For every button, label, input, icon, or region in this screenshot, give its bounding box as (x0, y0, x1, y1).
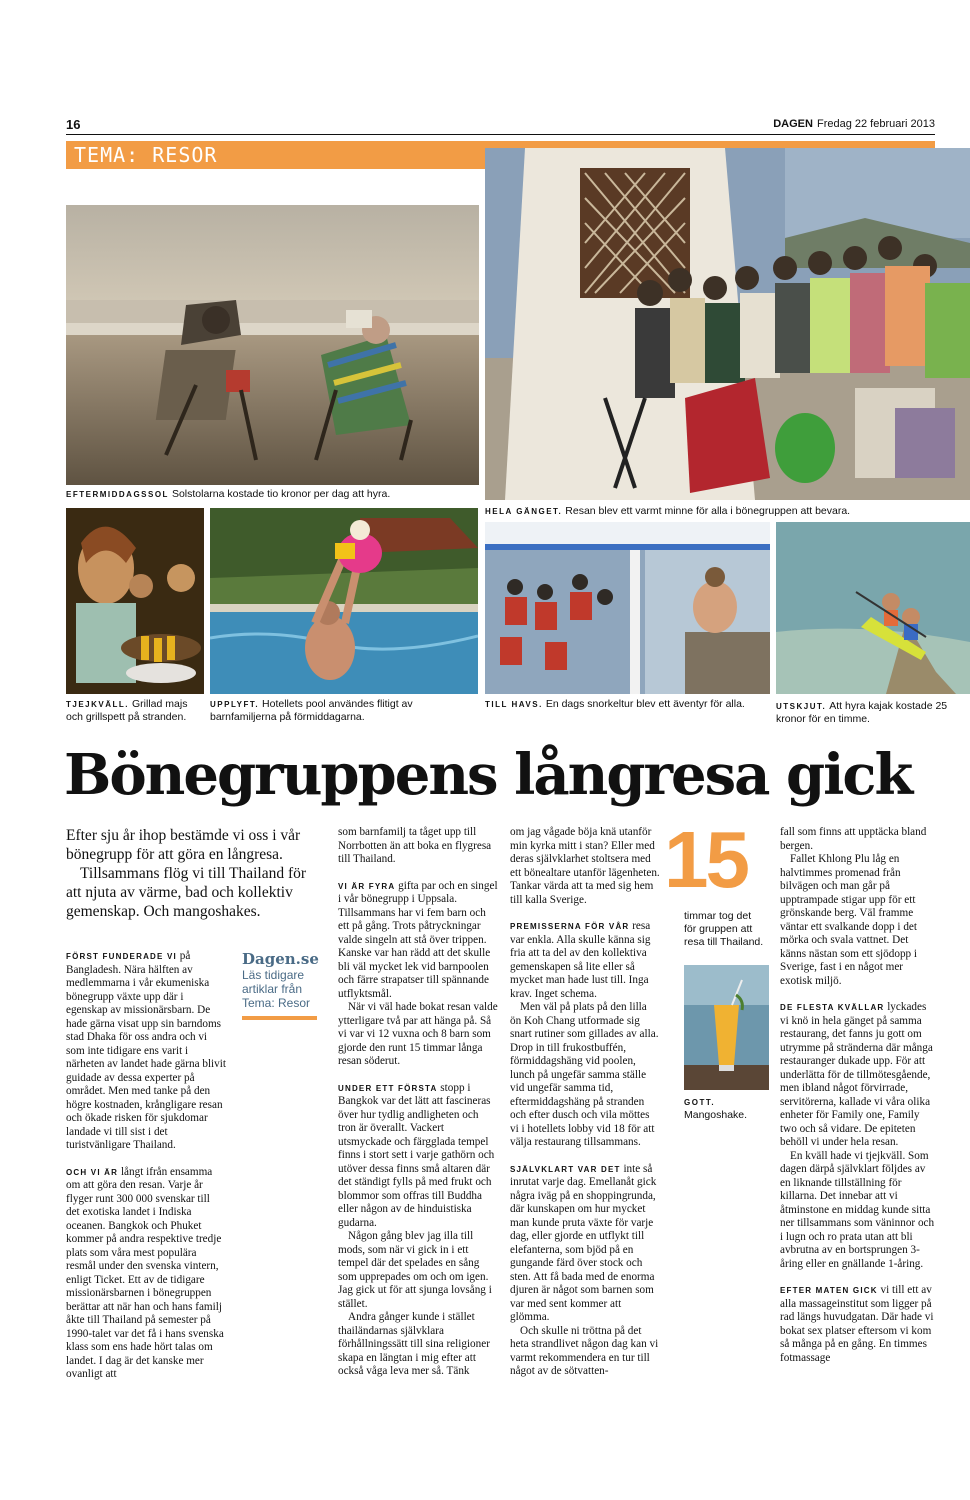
top-rule (66, 134, 935, 135)
promo-text: Läs tidigare artiklar från Tema: Resor (242, 968, 311, 1010)
paragraph-text: på Bangladesh. Nära hälften av medlemmarna i vår ekumeniska bönegrupp växte upp där i egenskap av missionärsbarn. De hade gärna visat upp sin barndoms stad Dhaka för oss andra och vi som inte tidigare ens varit i närheten av landet hade gärna blivit guidade av dessa experter på området. Men med tanke på den högre kostnaden, krångligare resan och ökade risken för sjukdomar landade vi till sist i det turistvänligare Thailand. (66, 950, 226, 1151)
caption-text: Solstolarna kostade tio kronor per dag att hyra. (171, 488, 391, 500)
paragraph-text: om jag vågade böja knä utanför min kyrka mitt i stan? Eller med deras självklarhet stoltsera med ett bönealtare utanför lägenheten. Tankar värda att ta med sig hem till kalla Sverige. (510, 826, 660, 906)
body-paragraph (338, 826, 498, 867)
page-number: 16 (66, 117, 81, 132)
body-paragraph (510, 1001, 660, 1150)
body-paragraph (780, 1284, 935, 1365)
paragraph-text: Fallet Khlong Plu låg en halvtimmes promenad från bilvägen och man går på upptrampade stigar upp för ett grönskande berg. Väl framme väntar ett svalkande dopp i det mörka och svala vattnet. Det känns nästan som ett sjödopp i Sverige, fast i en något mer exotisk miljö. (780, 853, 918, 987)
caption-kicker: UTSKJUT. (776, 702, 827, 711)
body-paragraph (338, 1082, 498, 1231)
body-paragraph (780, 826, 935, 853)
paragraph-text: Någon gång blev jag illa till mods, som när vi gick in i ett tempel där det spelades en sång som upprepades om och om igen. Jag gick ut för att sjunga lovsång i stället. (338, 1230, 492, 1310)
body-paragraph (338, 1311, 498, 1379)
paragraph-text: inte så inrutat varje dag. Emellanåt gick några iväg på en shoppingrunda, där kunskapen om hur mycket man kunde pruta växte för varje dag, eller gjorde en utflykt till elefanterna, som bjöd på en gungande färd över stock och sten. Att få bada med de enorma djuren är något som barnen som var med sent kommer att glömma. (510, 1162, 657, 1323)
caption-pool (210, 698, 480, 724)
caption-text: Att hyra kajak kostade 25 kronor för en timme. (776, 700, 948, 725)
paragraph-lead: EFTER MATEN GICK (780, 1286, 878, 1295)
caption-kicker: HELA GÄNGET. (485, 507, 563, 516)
lede (66, 826, 316, 921)
caption-kicker: UPPLYFT. (210, 700, 260, 709)
paragraph-text: vi till ett av alla massageinstitut som ligger på rad längs huvudgatan. Där hade vi bokat sex platser eftersom vi kom så många på en gång. En timmes fotmassage (780, 1284, 934, 1364)
paragraph-lead: OCH VI ÄR (66, 1167, 119, 1177)
body-paragraph (338, 1001, 498, 1069)
photo-boat (485, 522, 770, 694)
caption-text: Hotellets pool användes flitigt av barnfamiljerna på förmiddagarna. (210, 698, 413, 723)
body-paragraph (66, 950, 226, 1153)
promo-rule (242, 1016, 317, 1020)
body-paragraph (338, 1230, 498, 1311)
body-paragraph (338, 880, 498, 1002)
caption-text: En dags snorkeltur blev ett äventyr för alla. (545, 698, 745, 710)
caption-beach (66, 488, 479, 501)
paragraph-text: Andra gånger kunde i stället thailändarnas självklara förhållningssätt till sina religioner skapa en längtan i mig efter att också våga leva mer så. Tänk (338, 1311, 490, 1377)
issue-date: Fredag 22 februari 2013 (816, 118, 935, 130)
body-paragraph (510, 826, 660, 907)
caption-kicker: TJEJKVÄLL. (66, 700, 130, 709)
body-column-3 (510, 826, 660, 1379)
body-column-4 (780, 826, 935, 1365)
paragraph-lead: VI ÄR FYRA (338, 881, 396, 891)
lede-paragraph: Tillsammans flög vi till Thailand för att njuta av värme, bad och kollektiv gemenskap. Och mangoshakes. (66, 865, 307, 920)
paragraph-text: När vi väl hade bokat resan valde ytterligare två par att hänga på. Så vi var vi 12 vuxna och 8 barn som gjorde den runt 15 timmar långa resan söderut. (338, 1001, 498, 1067)
caption-text: Grillad majs och grillspett på stranden. (66, 698, 188, 723)
promo-site[interactable]: Dagen.se (242, 950, 319, 968)
caption-kayak (776, 700, 956, 726)
paragraph-text: som barnfamilj ta tåget upp till Norrbotten än att boka en flygresa till Thailand. (338, 826, 492, 865)
body-paragraph (780, 1001, 935, 1150)
paragraph-text: långt ifrån ensamma om att göra den resan. Varje år flyger runt 300 000 svenskar till det exotiska landet i Indiska oceanen. Bangkok och Phuket kommer på andra respektive tredje plats som våra mest populära resmål under den svenska vintern, enligt Ticket. Ett av de tidigare missionärsbarnen i bönegruppen berättar att när han och hans familj åkte till Thailand på semester på 1990-talet var det få i hans svenska klass som ens hade hört talas om landet. I dag är det kanske mer ovanligt att (66, 1165, 224, 1380)
body-column-1 (66, 950, 226, 1382)
paragraph-lead: SJÄLVKLART VAR DET (510, 1164, 621, 1174)
paragraph-lead: FÖRST FUNDERADE VI (66, 952, 177, 961)
factbox-number: 15 (664, 815, 747, 904)
paragraph-text: Men väl på plats på den lilla ön Koh Chang utformade sig snart rutiner som gillades av alla. Drop in till frukostbuffén, förmiddagshäng vid poolen, lunch på ungefär samma ställe vid ungefär samma tid, eftermiddagshäng på stranden och efter dusch och vila möttes vi i hotellets lobby vid 18 för att välja restaurang tillsammans. (510, 1001, 659, 1148)
paragraph-lead: PREMISSERNA FÖR VÅR (510, 922, 630, 931)
lede-paragraph: Efter sju år ihop bestämde vi oss i vår bönegrupp för att göra en långresa. (66, 827, 301, 863)
caption-kicker: TILL HAVS. (485, 700, 543, 709)
paragraph-text: stopp i Bangkok var det lätt att fascineras över hur tydlig andligheten och tron är överallt. Vackert utsmyckade och färgglada tempel finns i stort sett i varje gathörn och utöver dessa finns små altaren där det ständigt fylls på med frukt och blommor som offras till Buddha eller någon av de hinduistiska gudarna. (338, 1081, 495, 1229)
factbox-text: timmar tog det för gruppen att resa till Thailand. (684, 910, 764, 948)
photo-group (485, 148, 970, 500)
caption-mangoshake (684, 1096, 769, 1122)
paragraph-text: gifta par och en singel i vår bönegrupp i Uppsala. Tillsammans har vi fem barn och ett på gång. Trots påtryckningar valde singeln att stå över trippen. Kanske var han rädd att det skulle bli väl mycket lek vid barnpoolen och färre strapatser till spännande utflyktsmål. (338, 879, 498, 1000)
body-paragraph (66, 1166, 226, 1382)
body-paragraph (780, 1150, 935, 1272)
caption-kicker: GOTT. (684, 1098, 716, 1107)
photo-pool (210, 508, 478, 694)
caption-text: Mangoshake. (684, 1109, 748, 1121)
paragraph-text: Och skulle ni tröttna på det heta strandlivet någon dag kan vi varmt rekommendera en tur till något av de sötvatten- (510, 1324, 659, 1377)
photo-mangoshake (684, 965, 769, 1090)
masthead (773, 118, 935, 130)
photo-kayak (776, 522, 970, 694)
brand-name: DAGEN (773, 118, 813, 130)
headline: Bönegruppens långresa gick (64, 742, 912, 808)
paragraph-text: En kväll hade vi tjejkväll. Som dagen därpå självklart följdes av en liknande tillställning för killarna. Det innebar att vi åtminstone en middag kunde sitta ner tillsammans som väninnor och i lugn och ro prata utan att bli avbrutna av en bortsprungen 3-åring eller en gnällande 1-åring. (780, 1149, 935, 1270)
paragraph-lead: UNDER ETT FÖRSTA (338, 1083, 438, 1093)
caption-group (485, 505, 965, 518)
body-column-2 (338, 826, 498, 1379)
caption-boat (485, 698, 770, 711)
paragraph-text: resa var enkla. Alla skulle känna sig fria att ta del av den kollektiva gemenskapen så lite eller så mycket man hade lust till. Inga krav. Inget schema. (510, 920, 651, 1000)
promo-box[interactable] (242, 950, 317, 1020)
section-title: TEMA: RESOR (74, 143, 218, 167)
paragraph-text: fall som finns att upptäcka bland bergen. (780, 826, 927, 852)
caption-text: Resan blev ett varmt minne för alla i bönegruppen att bevara. (565, 505, 851, 517)
body-paragraph (780, 853, 935, 988)
paragraph-lead: DE FLESTA KVÄLLAR (780, 1003, 885, 1012)
photo-beach (66, 205, 479, 485)
photo-grill (66, 508, 204, 694)
body-paragraph (510, 1163, 660, 1325)
body-paragraph (510, 1325, 660, 1379)
caption-grill (66, 698, 206, 724)
paragraph-text: lyckades vi knö in hela gänget på samma restaurang, det fanns ju gott om utrymme på stränderna där många restauranger dukade upp. För att underlätta för de tillmötesgående, men ibland något förvirrade, servitörerna, kallade vi våra olika enheter för Family one, Family two och så vidare. De epiteten behöll vi under hela resan. (780, 1001, 933, 1148)
caption-kicker: EFTERMIDDAGSSOL (66, 490, 169, 499)
body-paragraph (510, 920, 660, 1001)
